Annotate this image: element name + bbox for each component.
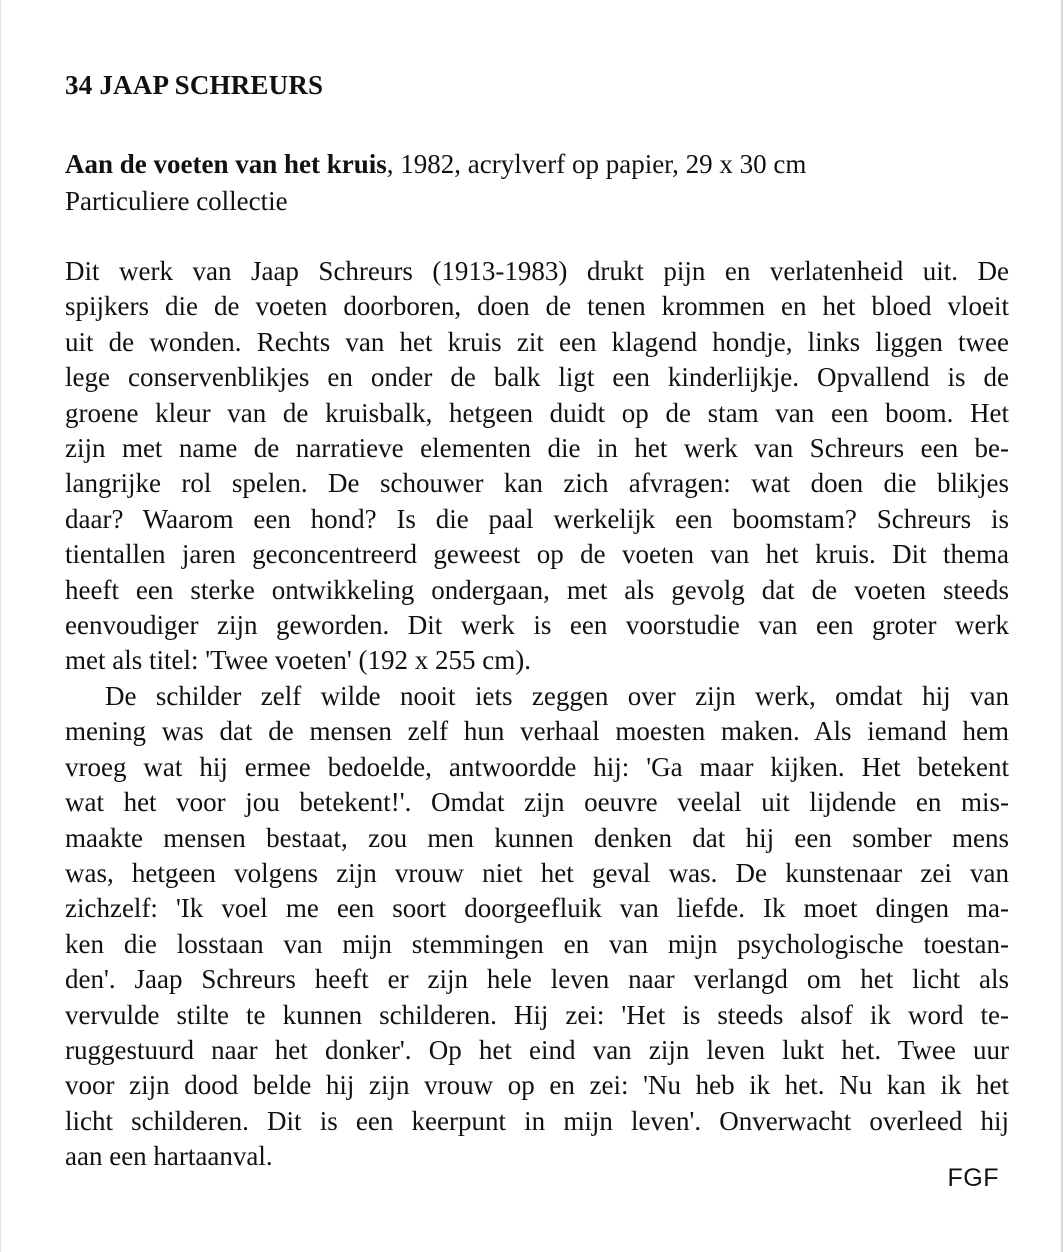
- paragraph-2: [65, 679, 1009, 1175]
- text-line: De schilder zelf wilde nooit iets zeggen over zijn werk, omdat hij van: [105, 680, 1009, 711]
- text-line: heeft een sterke ontwikkeling ondergaan, met als gevolg dat de voeten steeds: [65, 574, 1009, 605]
- text-line: zichzelf: 'Ik voel me een soort doorgeefluik van liefde. Ik moet dingen ma-: [65, 893, 1009, 924]
- text-line: daar? Waarom een hond? Is die paal werkelijk een boomstam? Schreurs is: [65, 503, 1009, 534]
- text-line: voor zijn dood belde hij zijn vrouw op en zei: 'Nu heb ik het. Nu kan ik het: [65, 1070, 1009, 1101]
- paragraph-1: [65, 254, 1009, 679]
- text-line: tientallen jaren geconcentreerd geweest op de voeten van het kruis. Dit thema: [65, 539, 1009, 570]
- text-line: vervulde stilte te kunnen schilderen. Hij zei: 'Het is steeds alsof ik word te-: [65, 999, 1009, 1030]
- text-line: eenvoudiger zijn geworden. Dit werk is een voorstudie van een groter werk: [65, 610, 1009, 641]
- text-line: met als titel: 'Twee voeten' (192 x 255 cm).: [65, 645, 531, 676]
- text-line: uit de wonden. Rechts van het kruis zit een klagend hondje, links liggen twee: [65, 326, 1009, 357]
- artwork-caption: [65, 146, 1025, 220]
- entry-heading: 34 JAAP SCHREURS: [65, 70, 324, 100]
- artwork-title: Aan de voeten van het kruis: [65, 149, 387, 179]
- text-line: groene kleur van de kruisbalk, hetgeen duidt op de stam van een boom. Het: [65, 397, 1009, 428]
- text-line: spijkers die de voeten doorboren, doen de tenen krommen en het bloed vloeit: [65, 291, 1009, 322]
- text-line: was, hetgeen volgens zijn vrouw niet het geval was. De kunstenaar zei van: [65, 857, 1009, 888]
- text-line: licht schilderen. Dit is een keerpunt in mijn leven'. Onverwacht overleed hij: [65, 1105, 1009, 1136]
- artwork-title-line: [65, 146, 1025, 183]
- author-initials: FGF: [947, 1164, 999, 1192]
- text-line: Dit werk van Jaap Schreurs (1913-1983) drukt pijn en verlatenheid uit. De: [65, 256, 1009, 286]
- text-line: aan een hartaanval.: [65, 1141, 273, 1172]
- text-line: ruggestuurd naar het donker'. Op het eind van zijn leven lukt het. Twee uur: [65, 1034, 1009, 1065]
- text-line: vroeg wat hij ermee bedoelde, antwoordde hij: 'Ga maar kijken. Het betekent: [65, 751, 1009, 782]
- text-line: zijn met name de narratieve elementen die in het werk van Schreurs een be-: [65, 433, 1009, 464]
- text-line: den'. Jaap Schreurs heeft er zijn hele leven naar verlangd om het licht als: [65, 964, 1009, 995]
- text-line: langrijke rol spelen. De schouwer kan zich afvragen: wat doen die blikjes: [65, 468, 1009, 499]
- text-line: wat het voor jou betekent!'. Omdat zijn oeuvre veelal uit lijdende en mis-: [65, 787, 1009, 818]
- text-line: ken die losstaan van mijn stemmingen en van mijn psychologische toestan-: [65, 928, 1009, 959]
- text-line: maakte mensen bestaat, zou men kunnen denken dat hij een somber mens: [65, 822, 1009, 853]
- body-text: [65, 254, 1009, 1175]
- artwork-details: , 1982, acrylverf op papier, 29 x 30 cm: [386, 149, 807, 179]
- artwork-collection: Particuliere collectie: [65, 186, 288, 216]
- text-line: lege conservenblikjes en onder de balk ligt een kinderlijkje. Opvallend is de: [65, 362, 1009, 393]
- text-line: mening was dat de mensen zelf hun verhaal moesten maken. Als iemand hem: [65, 716, 1009, 747]
